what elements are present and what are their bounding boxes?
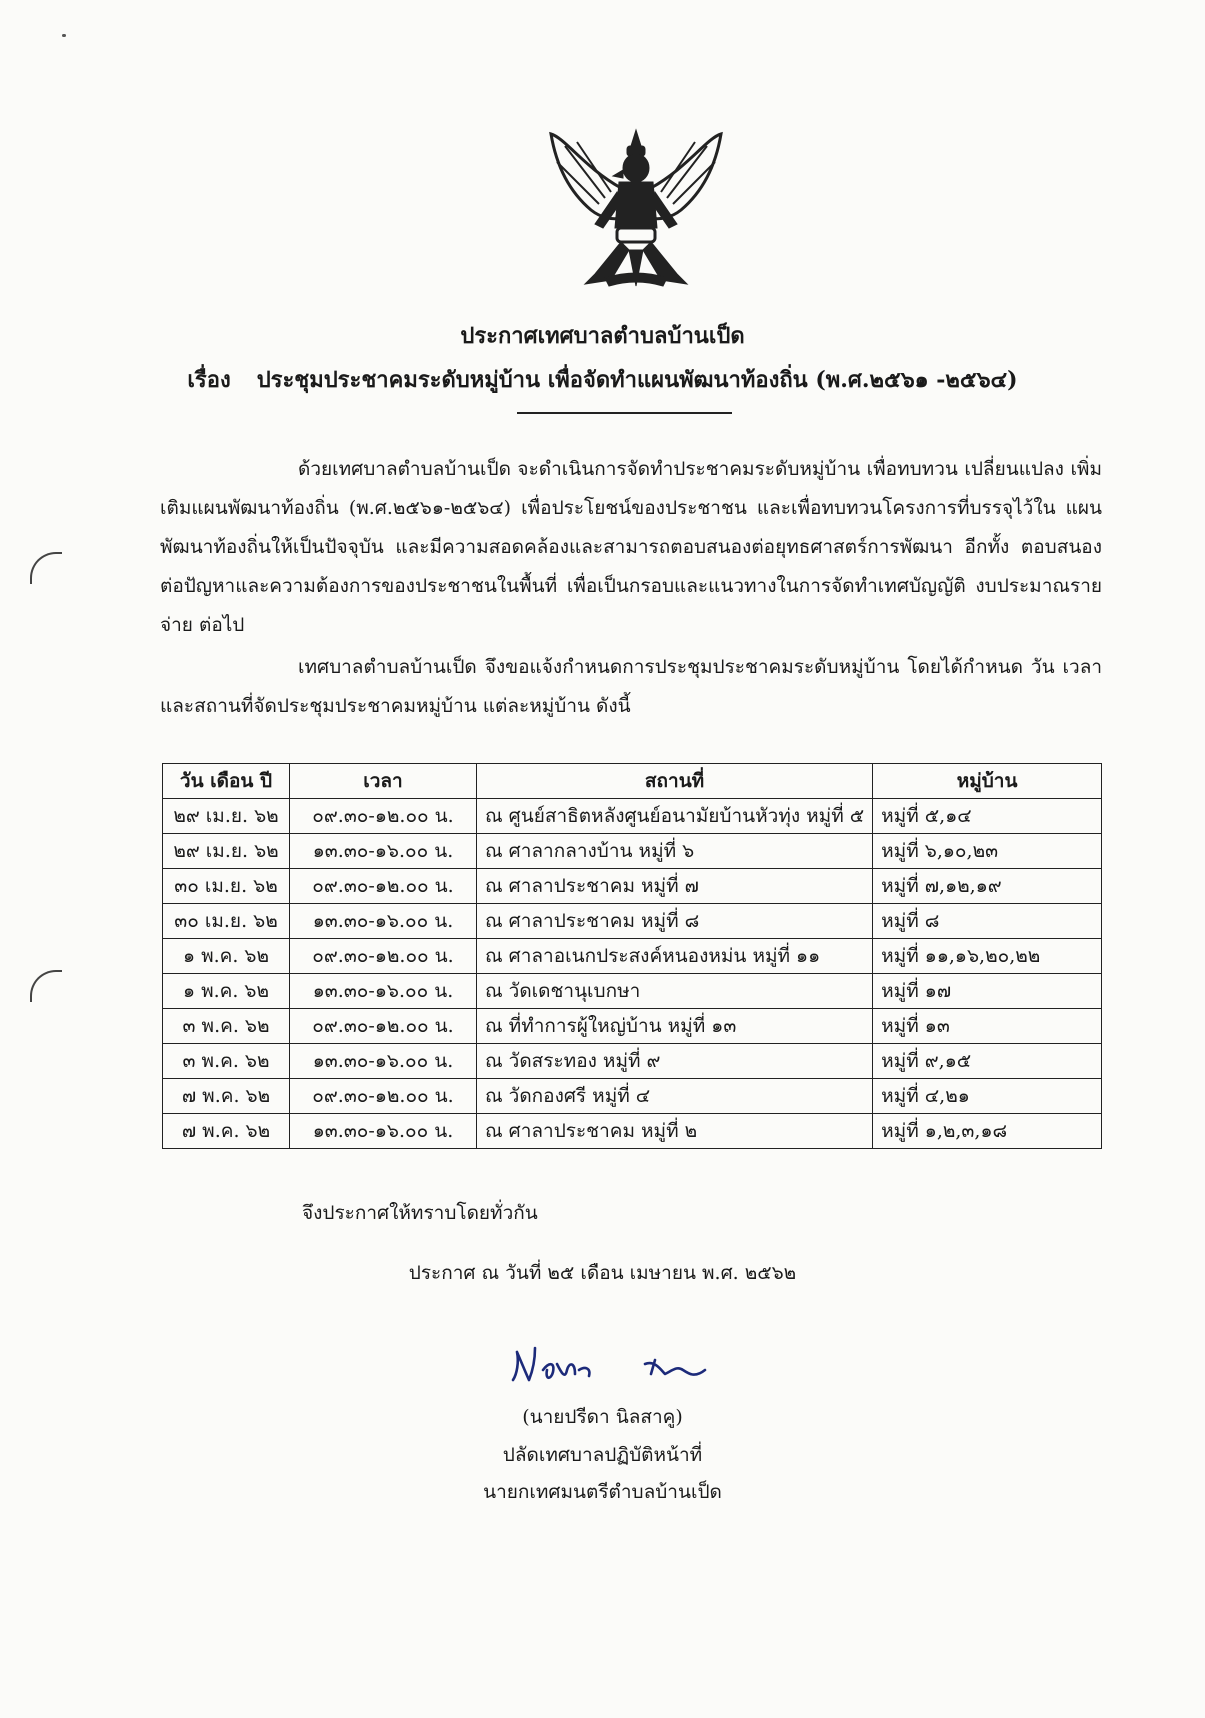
cell-place: ณ วัดสระทอง หมู่ที่ ๙ <box>477 1044 873 1079</box>
garuda-emblem-icon <box>545 128 727 288</box>
cell-place: ณ ศาลาประชาคม หมู่ที่ ๘ <box>477 904 873 939</box>
cell-place: ณ ศาลาประชาคม หมู่ที่ ๒ <box>477 1114 873 1149</box>
cell-time: ๐๙.๓๐-๑๒.๐๐ น. <box>290 869 477 904</box>
table-row <box>163 904 1102 939</box>
cell-time: ๑๓.๓๐-๑๖.๐๐ น. <box>290 1044 477 1079</box>
table-row <box>163 1009 1102 1044</box>
body-paragraph: เทศบาลตำบลบ้านเป็ด จึงขอแจ้งกำหนดการประชุมประชาคมระดับหมู่บ้าน โดยได้กำหนด วัน เวลา และสถานที่จัดประชุมประชาคมหมู่บ้าน แต่ละหมู่บ้าน ดังนี้ <box>160 656 1102 717</box>
cell-time: ๐๙.๓๐-๑๒.๐๐ น. <box>290 1079 477 1114</box>
cell-place: ณ วัดเดชานุเบกษา <box>477 974 873 1009</box>
cell-time: ๑๓.๓๐-๑๖.๐๐ น. <box>290 1114 477 1149</box>
scan-speck <box>62 34 66 37</box>
cell-date: ๑ พ.ค. ๖๒ <box>163 974 290 1009</box>
cell-village: หมู่ที่ ๙,๑๕ <box>873 1044 1102 1079</box>
cell-village: หมู่ที่ ๑๑,๑๖,๒๐,๒๒ <box>873 939 1102 974</box>
column-header-village: หมู่บ้าน <box>873 764 1102 799</box>
cell-place: ณ วัดกองศรี หมู่ที่ ๔ <box>477 1079 873 1114</box>
cell-date: ๓ พ.ค. ๖๒ <box>163 1044 290 1079</box>
signer-position-acting: นายกเทศมนตรีตำบลบ้านเป็ด <box>483 1481 722 1503</box>
cell-time: ๑๓.๓๐-๑๖.๐๐ น. <box>290 904 477 939</box>
cell-place: ณ ศาลาประชาคม หมู่ที่ ๗ <box>477 869 873 904</box>
column-header-date: วัน เดือน ปี <box>163 764 290 799</box>
body-paragraph: ด้วยเทศบาลตำบลบ้านเป็ด จะดำเนินการจัดทำประชาคมระดับหมู่บ้าน เพื่อทบทวน เปลี่ยนแปลง เพิ่มเติมแผนพัฒนาท้องถิ่น (พ.ศ.๒๕๖๑-๒๕๖๔) เพื่อประโยชน์ของประชาชน และเพื่อทบทวนโครงการที่บรรจุไว้ใน แผนพัฒนาท้องถิ่นให้เป็นปัจจุบัน และมีความสอดคล้องและสามารถตอบสนองต่อยุทธศาสตร์การพัฒนา อีกทั้ง ตอบสนองต่อปัญหาและความต้องการของประชาชนในพื้นที่ เพื่อเป็นกรอบและแนวทางในการจัดทำเทศบัญญัติ งบประมาณรายจ่าย ต่อไป <box>160 458 1102 636</box>
table-row <box>163 869 1102 904</box>
cell-village: หมู่ที่ ๑๗ <box>873 974 1102 1009</box>
subject-text: ประชุมประชาคมระดับหมู่บ้าน เพื่อจัดทำแผนพัฒนาท้องถิ่น (พ.ศ.๒๕๖๑ -๒๕๖๔) <box>256 367 1018 393</box>
cell-time: ๐๙.๓๐-๑๒.๐๐ น. <box>290 939 477 974</box>
table-row <box>163 1114 1102 1149</box>
table-row <box>163 799 1102 834</box>
column-header-place: สถานที่ <box>477 764 873 799</box>
punch-hole-mark <box>30 552 62 584</box>
cell-village: หมู่ที่ ๕,๑๔ <box>873 799 1102 834</box>
cell-time: ๐๙.๓๐-๑๒.๐๐ น. <box>290 1009 477 1044</box>
table-header-row <box>163 764 1102 799</box>
cell-date: ๓๐ เม.ย. ๖๒ <box>163 904 290 939</box>
announcement-date: ประกาศ ณ วันที่ ๒๕ เดือน เมษายน พ.ศ. ๒๕๖๒ <box>408 1262 797 1284</box>
cell-place: ณ ศูนย์สาธิตหลังศูนย์อนามัยบ้านหัวทุ่ง หมู่ที่ ๕ <box>477 799 873 834</box>
cell-time: ๑๓.๓๐-๑๖.๐๐ น. <box>290 834 477 869</box>
meeting-schedule-table <box>162 763 1102 1149</box>
punch-hole-mark <box>30 970 62 1002</box>
title-divider <box>517 412 732 414</box>
signer-name: (นายปรีดา นิลสาคู) <box>522 1406 683 1428</box>
announcement-subject <box>0 362 1205 397</box>
cell-date: ๓ พ.ค. ๖๒ <box>163 1009 290 1044</box>
closing-statement: จึงประกาศให้ทราบโดยทั่วกัน <box>302 1202 538 1224</box>
announcement-title: ประกาศเทศบาลตำบลบ้านเป็ด <box>460 323 745 349</box>
cell-village: หมู่ที่ ๑,๒,๓,๑๘ <box>873 1114 1102 1149</box>
cell-date: ๗ พ.ค. ๖๒ <box>163 1114 290 1149</box>
cell-village: หมู่ที่ ๖,๑๐,๒๓ <box>873 834 1102 869</box>
cell-date: ๑ พ.ค. ๖๒ <box>163 939 290 974</box>
subject-label: เรื่อง <box>187 367 231 393</box>
cell-village: หมู่ที่ ๗,๑๒,๑๙ <box>873 869 1102 904</box>
table-row <box>163 1044 1102 1079</box>
cell-village: หมู่ที่ ๑๓ <box>873 1009 1102 1044</box>
signer-position: ปลัดเทศบาลปฏิบัติหน้าที่ <box>502 1444 703 1466</box>
table-row <box>163 939 1102 974</box>
cell-time: ๑๓.๓๐-๑๖.๐๐ น. <box>290 974 477 1009</box>
table-row <box>163 974 1102 1009</box>
cell-date: ๗ พ.ค. ๖๒ <box>163 1079 290 1114</box>
column-header-time: เวลา <box>290 764 477 799</box>
handwritten-signature <box>505 1340 715 1400</box>
cell-place: ณ ที่ทำการผู้ใหญ่บ้าน หมู่ที่ ๑๓ <box>477 1009 873 1044</box>
cell-date: ๒๙ เม.ย. ๖๒ <box>163 834 290 869</box>
table-row <box>163 1079 1102 1114</box>
table-row <box>163 834 1102 869</box>
cell-place: ณ ศาลากลางบ้าน หมู่ที่ ๖ <box>477 834 873 869</box>
cell-time: ๐๙.๓๐-๑๒.๐๐ น. <box>290 799 477 834</box>
cell-place: ณ ศาลาอเนกประสงค์หนองหม่น หมู่ที่ ๑๑ <box>477 939 873 974</box>
cell-village: หมู่ที่ ๘ <box>873 904 1102 939</box>
cell-village: หมู่ที่ ๔,๒๑ <box>873 1079 1102 1114</box>
cell-date: ๓๐ เม.ย. ๖๒ <box>163 869 290 904</box>
cell-date: ๒๙ เม.ย. ๖๒ <box>163 799 290 834</box>
